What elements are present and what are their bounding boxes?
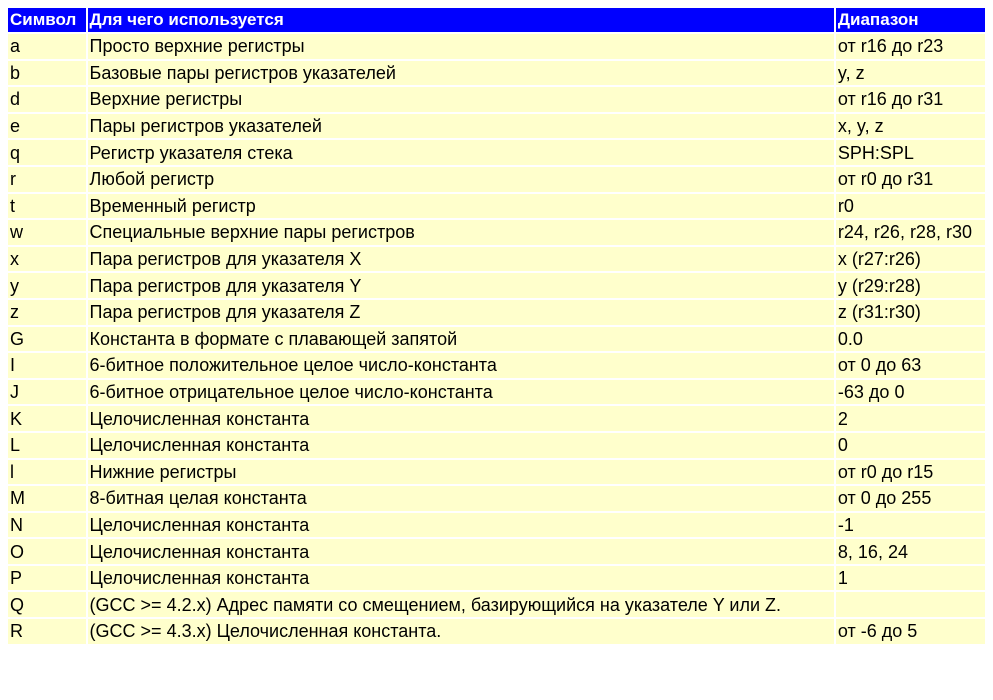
cell-range: x, y, z	[836, 114, 985, 139]
cell-range: от 0 до 255	[836, 486, 985, 511]
cell-symbol: K	[8, 406, 86, 431]
cell-range: 8, 16, 24	[836, 539, 985, 564]
cell-range: x (r27:r26)	[836, 247, 985, 272]
cell-range: от r0 до r15	[836, 460, 985, 485]
cell-usage: Целочисленная константа	[88, 566, 834, 591]
cell-usage: Пара регистров для указателя X	[88, 247, 834, 272]
cell-range: y (r29:r28)	[836, 273, 985, 298]
cell-range: -1	[836, 513, 985, 538]
cell-symbol: y	[8, 273, 86, 298]
cell-symbol: R	[8, 619, 86, 644]
cell-range: SPH:SPL	[836, 140, 985, 165]
table-row	[8, 380, 985, 405]
table-row	[8, 353, 985, 378]
cell-usage: 6-битное положительное целое число-константа	[88, 353, 834, 378]
cell-usage: Целочисленная константа	[88, 513, 834, 538]
cell-symbol: J	[8, 380, 86, 405]
table-row	[8, 433, 985, 458]
cell-usage: 6-битное отрицательное целое число-константа	[88, 380, 834, 405]
cell-usage: Константа в формате с плавающей запятой	[88, 327, 834, 352]
table-row	[8, 592, 985, 617]
cell-symbol: Q	[8, 592, 86, 617]
cell-range: y, z	[836, 61, 985, 86]
table-row	[8, 619, 985, 644]
cell-symbol: z	[8, 300, 86, 325]
cell-symbol: e	[8, 114, 86, 139]
cell-range: от r16 до r23	[836, 34, 985, 59]
cell-usage: Целочисленная константа	[88, 433, 834, 458]
cell-symbol: G	[8, 327, 86, 352]
cell-range: 0	[836, 433, 985, 458]
cell-usage: (GCC >= 4.2.x) Адрес памяти со смещением, базирующийся на указателе Y или Z.	[88, 592, 834, 617]
cell-symbol: b	[8, 61, 86, 86]
table-row	[8, 327, 985, 352]
cell-symbol: a	[8, 34, 86, 59]
cell-symbol: x	[8, 247, 86, 272]
table-row	[8, 194, 985, 219]
table-row	[8, 513, 985, 538]
table-row	[8, 61, 985, 86]
table-row	[8, 114, 985, 139]
header-usage: Для чего используется	[88, 8, 834, 32]
header-range: Диапазон	[836, 8, 985, 32]
cell-symbol: P	[8, 566, 86, 591]
table-row	[8, 273, 985, 298]
cell-symbol: r	[8, 167, 86, 192]
cell-usage: Пара регистров для указателя Z	[88, 300, 834, 325]
table-row	[8, 167, 985, 192]
cell-usage: Нижние регистры	[88, 460, 834, 485]
cell-symbol: L	[8, 433, 86, 458]
cell-usage: Целочисленная константа	[88, 539, 834, 564]
cell-symbol: N	[8, 513, 86, 538]
cell-usage: (GCC >= 4.3.x) Целочисленная константа.	[88, 619, 834, 644]
cell-usage: Целочисленная константа	[88, 406, 834, 431]
table-row	[8, 140, 985, 165]
table-row	[8, 247, 985, 272]
table-row	[8, 486, 985, 511]
table-row	[8, 539, 985, 564]
cell-range: 1	[836, 566, 985, 591]
cell-usage: Специальные верхние пары регистров	[88, 220, 834, 245]
table-row	[8, 34, 985, 59]
cell-usage: Пара регистров для указателя Y	[88, 273, 834, 298]
cell-range	[836, 592, 985, 617]
cell-usage: Просто верхние регистры	[88, 34, 834, 59]
table-row	[8, 566, 985, 591]
cell-symbol: d	[8, 87, 86, 112]
cell-range: 2	[836, 406, 985, 431]
cell-range: r24, r26, r28, r30	[836, 220, 985, 245]
table-row	[8, 300, 985, 325]
cell-range: z (r31:r30)	[836, 300, 985, 325]
cell-symbol: I	[8, 353, 86, 378]
cell-symbol: l	[8, 460, 86, 485]
cell-range: от r16 до r31	[836, 87, 985, 112]
cell-usage: Любой регистр	[88, 167, 834, 192]
cell-range: от r0 до r31	[836, 167, 985, 192]
cell-usage: Временный регистр	[88, 194, 834, 219]
table-row	[8, 460, 985, 485]
header-symbol: Символ	[8, 8, 86, 32]
cell-symbol: t	[8, 194, 86, 219]
constraints-table	[6, 6, 987, 646]
cell-range: r0	[836, 194, 985, 219]
cell-usage: Базовые пары регистров указателей	[88, 61, 834, 86]
cell-symbol: O	[8, 539, 86, 564]
table-row	[8, 87, 985, 112]
cell-usage: Пары регистров указателей	[88, 114, 834, 139]
cell-range: от 0 до 63	[836, 353, 985, 378]
cell-usage: Верхние регистры	[88, 87, 834, 112]
cell-symbol: q	[8, 140, 86, 165]
cell-range: 0.0	[836, 327, 985, 352]
table-row	[8, 220, 985, 245]
cell-range: -63 до 0	[836, 380, 985, 405]
cell-usage: 8-битная целая константа	[88, 486, 834, 511]
cell-range: от -6 до 5	[836, 619, 985, 644]
cell-usage: Регистр указателя стека	[88, 140, 834, 165]
table-row	[8, 406, 985, 431]
header-row	[8, 8, 985, 32]
cell-symbol: w	[8, 220, 86, 245]
cell-symbol: M	[8, 486, 86, 511]
